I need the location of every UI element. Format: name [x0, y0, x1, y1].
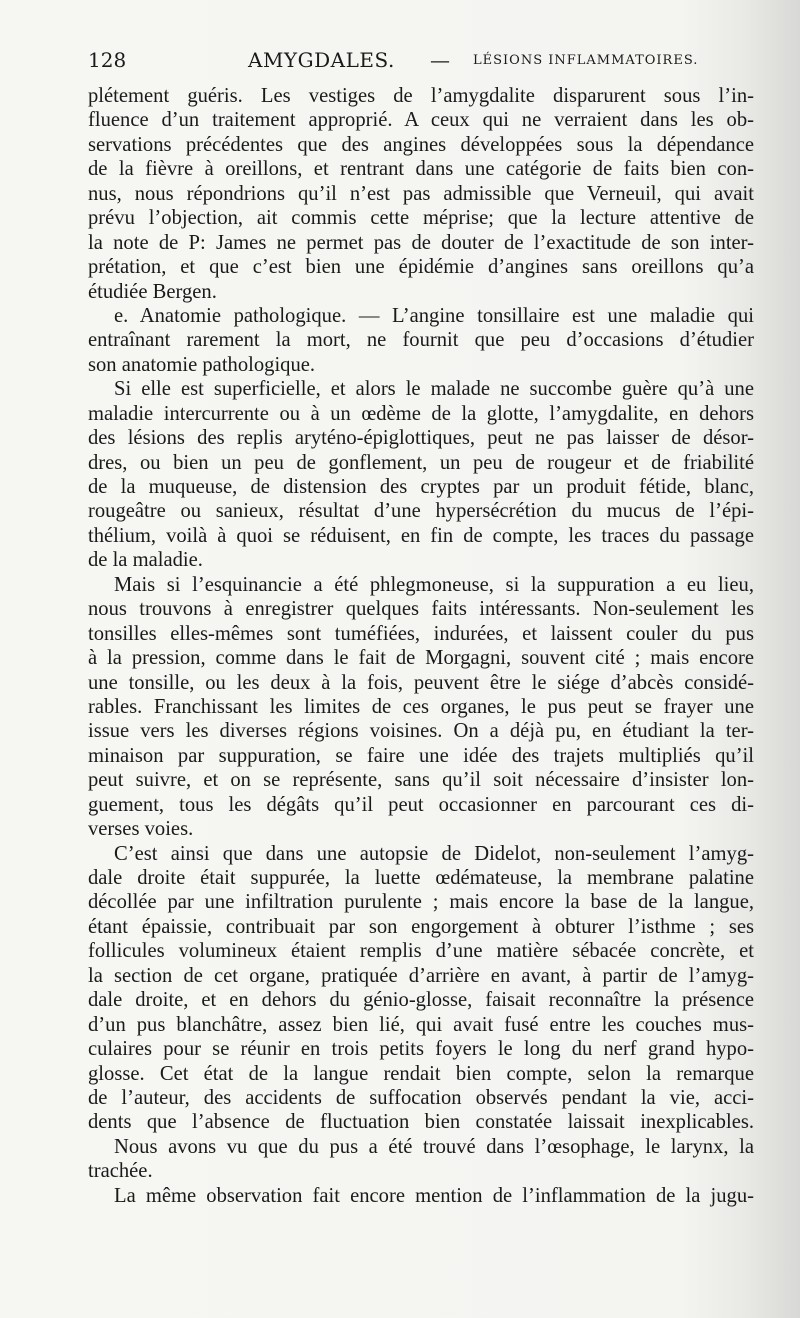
- text-line: décollée par une infiltration purulente ; mais encore la base de la langue,: [88, 891, 754, 914]
- text-line: étant épaissie, contribuait par son engorgement à obturer l’isthme ; ses: [88, 915, 754, 938]
- text-line: de la maladie.: [88, 549, 203, 572]
- running-header: [88, 48, 768, 78]
- text-line: follicules volumineux étaient remplis d’une matière sébacée concrète, et: [88, 940, 754, 963]
- text-line: de la muqueuse, de distension des cryptes par un produit fétide, blanc,: [88, 476, 754, 498]
- text-line: glosse. Cet état de la langue rendait bien compte, selon la remarque: [88, 1062, 754, 1085]
- text-line: rables. Franchissant les limites de ces organes, le pus peut se frayer une: [88, 695, 754, 718]
- text-line: dale droite était suppurée, la luette œdémateuse, la membrane palatine: [88, 867, 754, 889]
- text-line: dres, ou bien un peu de gonflement, un peu de rougeur et de friabilité: [88, 451, 754, 474]
- text-line: Mais si l’esquinancie a été phlegmoneuse, si la suppuration a eu lieu,: [114, 573, 754, 596]
- text-line: dents que l’absence de fluctuation bien constatée laissait inexplicables.: [88, 1111, 754, 1134]
- section-subtitle: LÉSIONS INFLAMMATOIRES.: [473, 53, 699, 68]
- text-line: tonsilles elles-mêmes sont tuméfiées, indurées, et laissent couler du pus: [88, 622, 754, 645]
- text-line: thélium, voilà à quoi se réduisent, en fin de compte, les traces du passage: [88, 524, 754, 547]
- text-line: peut suivre, et on se représente, sans qu’il soit nécessaire d’insister lon-: [88, 769, 754, 792]
- text-line: prétation, et que c’est bien une épidémie d’angines sans oreillons qu’a: [88, 256, 754, 279]
- text-line: nus, nous répondrions qu’il n’est pas admissible que Verneuil, qui avait: [88, 182, 754, 205]
- text-line: La même observation fait encore mention de l’inflammation de la jugu-: [114, 1184, 754, 1207]
- text-line: étudiée Bergen.: [88, 280, 217, 303]
- body-text: [88, 84, 754, 1208]
- text-line: de la fièvre à oreillons, et rentrant dans une catégorie de faits bien con-: [88, 158, 754, 181]
- text-line: fluence d’un traitement approprié. A ceux qui ne verraient dans les ob-: [88, 109, 754, 132]
- text-line: d’un pus blanchâtre, assez bien lié, qui avait fusé entre les couches mus-: [88, 1013, 754, 1036]
- text-line: des lésions des replis aryténo-épiglottiques, peut ne pas laisser de désor-: [88, 427, 754, 450]
- text-line: prévu l’objection, ait commis cette méprise; que la lecture attentive de: [88, 207, 754, 230]
- text-line: e. Anatomie pathologique. — L’angine tonsillaire est une maladie qui: [114, 304, 754, 327]
- text-line: Nous avons vu que du pus a été trouvé dans l’œsophage, le larynx, la: [114, 1135, 754, 1158]
- text-line: maladie intercurrente ou à un œdème de la glotte, l’amygdalite, en dehors: [88, 402, 754, 425]
- text-line: rougeâtre ou sanieux, résultat d’une hypersécrétion du mucus de l’épi-: [88, 500, 754, 523]
- text-line: minaison par suppuration, se faire une idée des trajets multipliés qu’il: [88, 744, 754, 767]
- text-line: la section de cet organe, pratiquée d’arrière en avant, à partir de l’amyg-: [88, 964, 754, 987]
- text-line: guement, tous les dégâts qu’il peut occasionner en parcourant ces di-: [88, 793, 754, 816]
- text-line: culaires pour se réunir en trois petits foyers le long du nerf grand hypo-: [88, 1038, 754, 1061]
- text-line: verses voies.: [88, 818, 194, 841]
- text-line: trachée.: [88, 1160, 153, 1183]
- text-line: nous trouvons à enregistrer quelques faits intéressants. Non-seulement les: [88, 598, 754, 621]
- text-line: issue vers les diverses régions voisines. On a déjà pu, en étudiant la ter-: [88, 720, 754, 743]
- text-line: Si elle est superficielle, et alors le malade ne succombe guère qu’à une: [114, 378, 754, 401]
- page-number: 128: [88, 48, 127, 72]
- text-line: la note de P: James ne permet pas de douter de l’exactitude de son inter-: [88, 231, 754, 254]
- text-line: une tonsille, ou les deux à la fois, peuvent être le siége d’abcès considé-: [88, 671, 754, 694]
- chapter-title: AMYGDALES.: [248, 48, 395, 72]
- text-line: dale droite, et en dehors du génio-glosse, faisait reconnaître la présence: [88, 989, 754, 1012]
- text-line: C’est ainsi que dans une autopsie de Didelot, non-seulement l’amyg-: [114, 842, 754, 865]
- text-line: son anatomie pathologique.: [88, 353, 316, 376]
- header-dash: —: [430, 48, 450, 72]
- text-line: servations précédentes que des angines développées sous la dépendance: [88, 133, 754, 156]
- text-line: de l’auteur, des accidents de suffocation observés pendant la vie, acci-: [88, 1086, 754, 1109]
- text-line: à la pression, comme dans le fait de Morgagni, souvent cité ; mais encore: [88, 647, 754, 670]
- text-line: plétement guéris. Les vestiges de l’amygdalite disparurent sous l’in-: [88, 85, 754, 107]
- text-line: entraînant rarement la mort, ne fournit que peu d’occasions d’étudier: [88, 329, 754, 352]
